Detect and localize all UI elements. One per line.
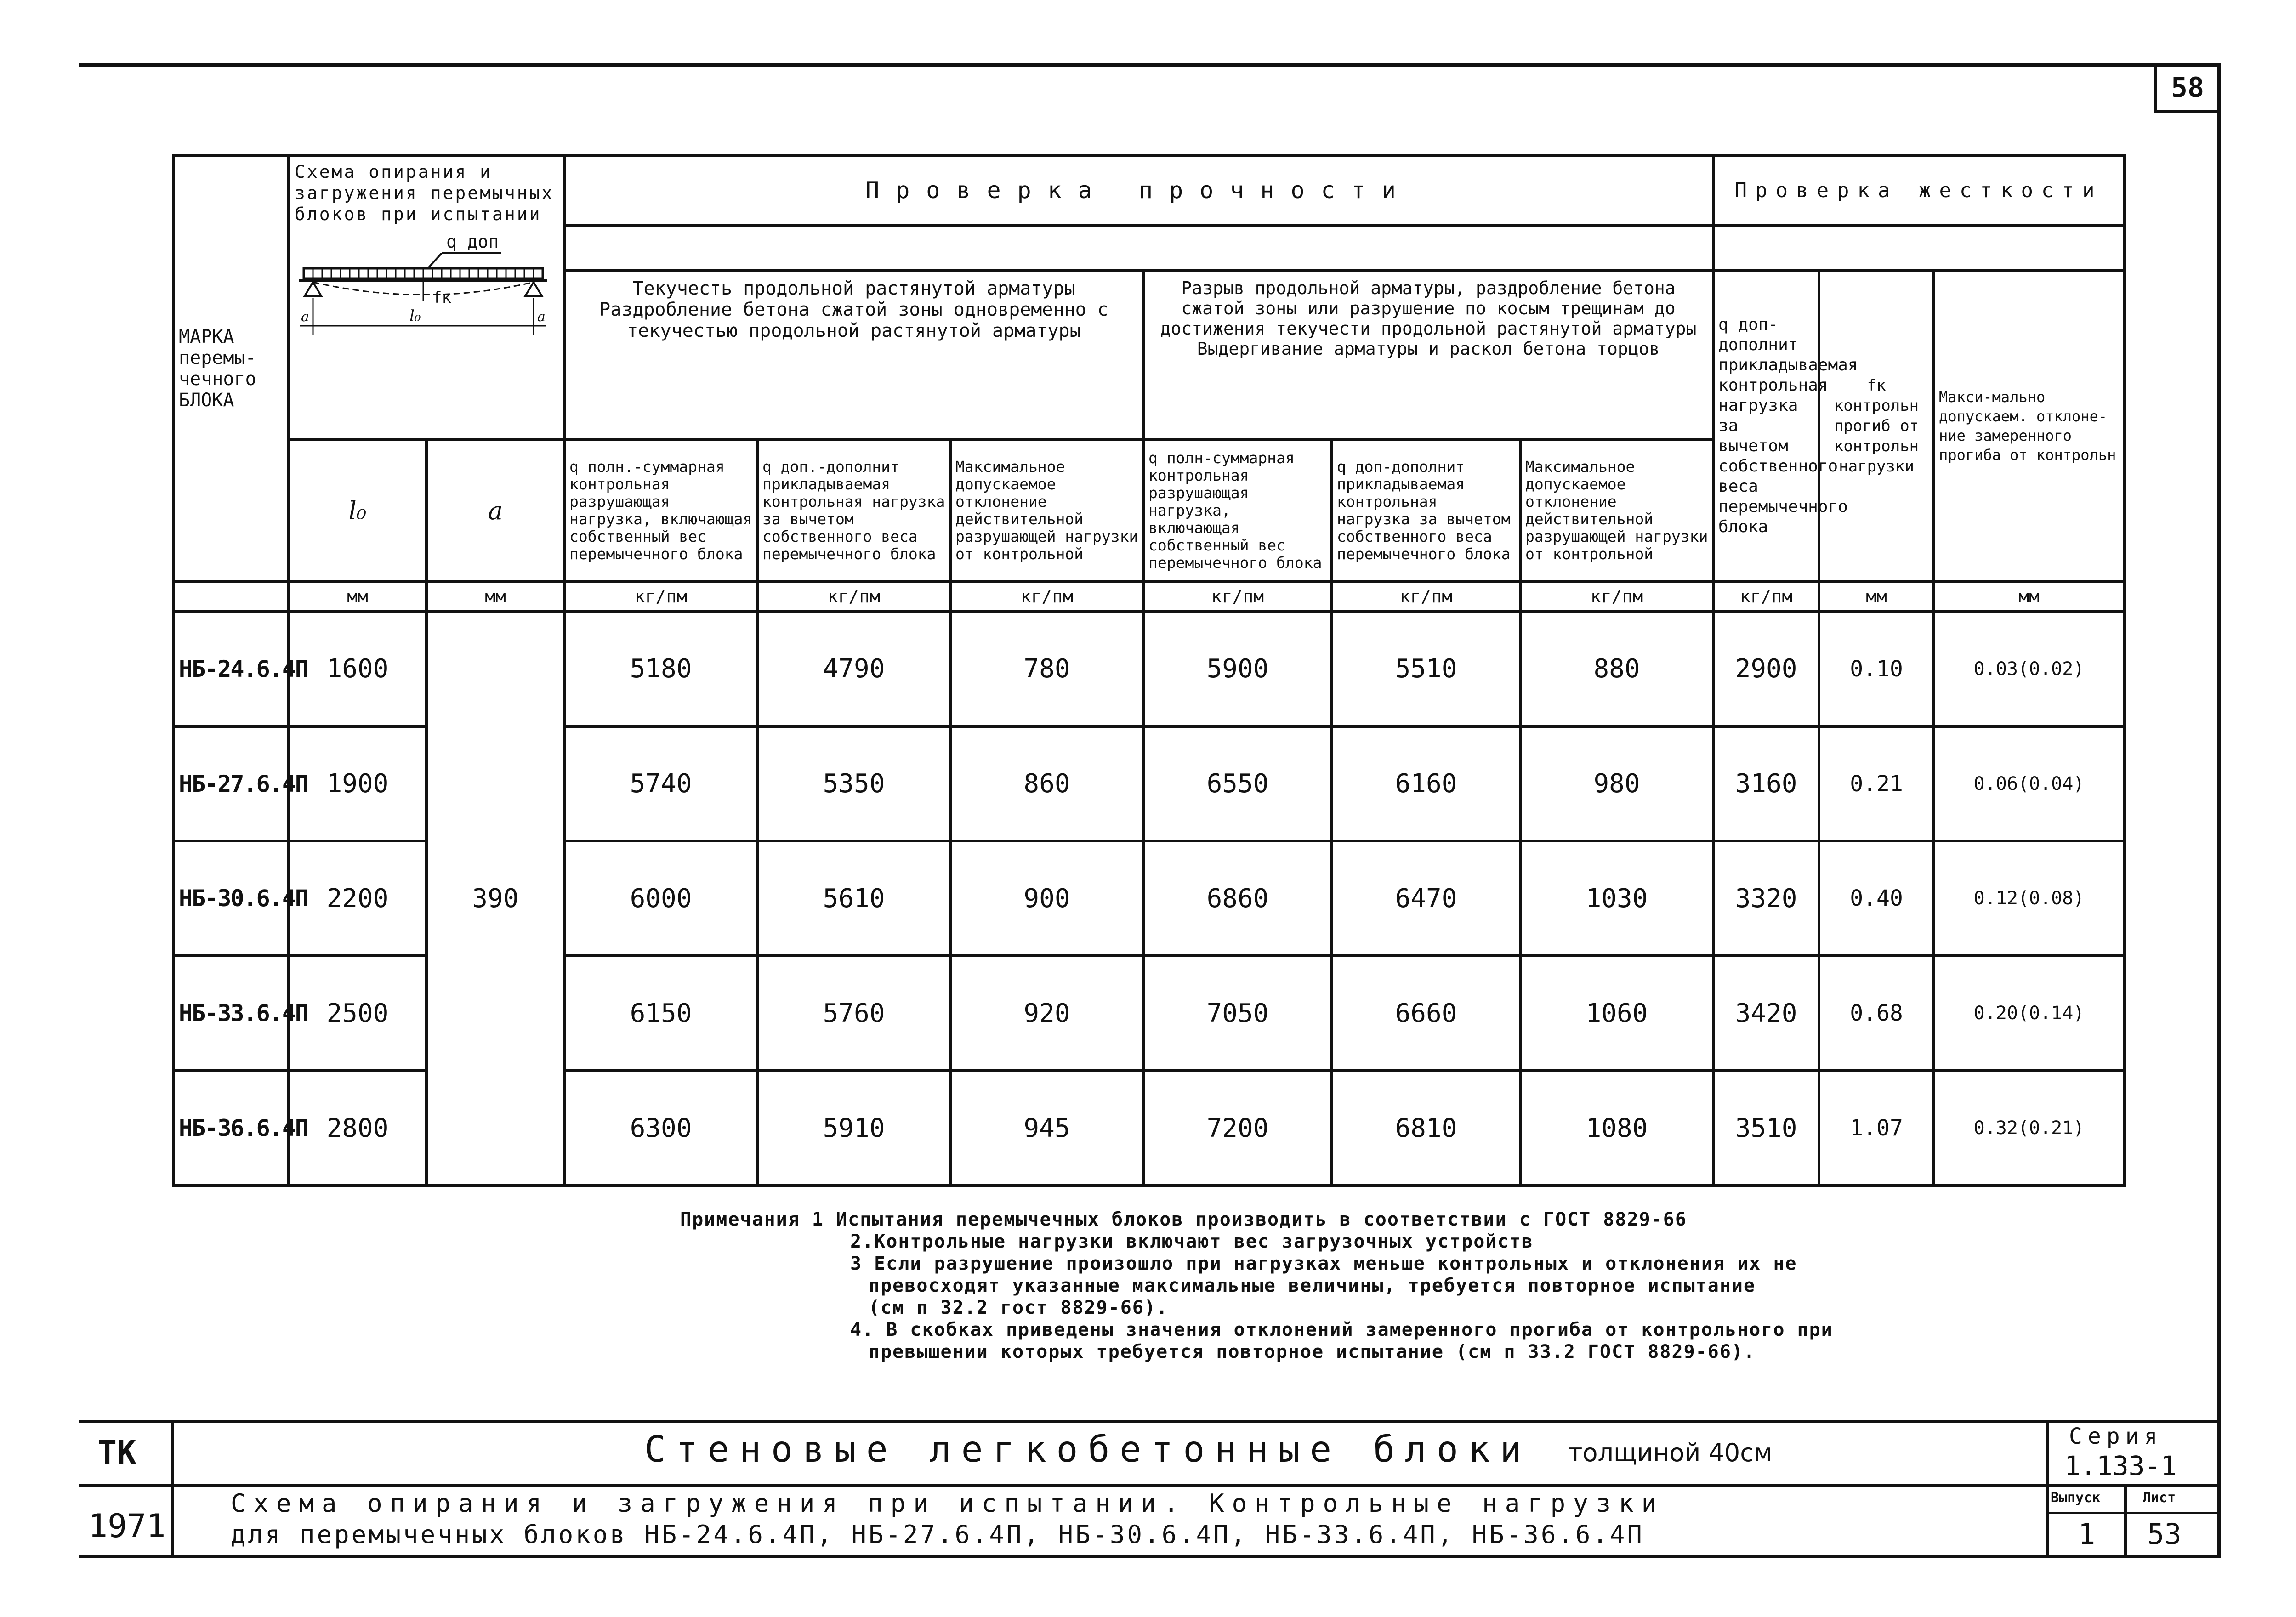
note-3a: 3 Если разрушение произошло при нагрузках меньше контрольных и отклонения их не: [850, 1253, 1797, 1274]
notes-label: Примечания: [680, 1209, 800, 1230]
cell-dev: 0.06(0.04): [1934, 726, 2124, 841]
group2-title: Разрыв продольной арматуры, раздробление бетона сжатой зоны или разрушение по косым трещинам до достижения текучести продольной растянутой арматуры Выдергивание арматуры и раскол бетона торцов: [1143, 270, 1713, 440]
cell-m2: 880: [1520, 612, 1713, 726]
header-max-1: Максимальное допускаемое отклонение действительной разрушающей нагрузки от контрольной: [950, 440, 1143, 581]
stamp-year: 1971: [88, 1507, 166, 1545]
stamp-issue-divider: [2124, 1484, 2127, 1558]
cell-qd3: 3510: [1713, 1071, 1819, 1186]
note-1: [680, 1208, 1833, 1231]
cell-m2: 980: [1520, 726, 1713, 841]
cell-fk: 1.07: [1819, 1071, 1934, 1186]
unit-marka: [174, 582, 289, 612]
scheme-a-left-label: a: [301, 309, 309, 325]
header-fk: fк контрольн прогиб от контрольн нагрузки: [1819, 270, 1934, 582]
scheme-a-right-label: a: [537, 309, 546, 325]
cell-mark: НБ-24.6.4П: [174, 612, 289, 726]
table-row: [174, 612, 2124, 726]
cell-qp2: 7200: [1143, 1071, 1332, 1186]
strength-check-title: Проверка прочности: [564, 155, 1713, 225]
stamp-issue-value: 1: [2078, 1517, 2096, 1551]
cell-qp1: 6000: [564, 841, 757, 956]
title-block: [79, 1420, 2221, 1558]
cell-l0: 1600: [289, 612, 426, 726]
scheme-fk-label: fк: [432, 289, 451, 307]
stiffness-check-title: Проверка жесткости: [1713, 155, 2124, 225]
cell-qd2: 6810: [1332, 1071, 1520, 1186]
stamp-tk: ТК: [97, 1434, 136, 1471]
unit-qdop-2: кг/пм: [1332, 582, 1520, 612]
strength-check-spacer: [564, 225, 1713, 270]
stamp-top-line: [79, 1420, 2221, 1423]
cell-mark: НБ-27.6.4П: [174, 726, 289, 841]
cell-m1: 920: [950, 956, 1143, 1071]
cell-qd2: 6160: [1332, 726, 1520, 841]
cell-dev: 0.20(0.14): [1934, 956, 2124, 1071]
unit-max-2: кг/пм: [1520, 582, 1713, 612]
cell-qd2: 6470: [1332, 841, 1520, 956]
stamp-subtitle-1: Схема опирания и загружения при испытании. Контрольные нагрузки: [231, 1489, 1665, 1518]
header-marka: МАРКА перемы-чечного БЛОКА: [174, 155, 289, 582]
header-qdop-2: q доп-дополнит прикладываемая контрольная нагрузка за вычетом собственного веса перемычечного блока: [1332, 440, 1520, 581]
test-loads-table: [172, 154, 2126, 1187]
cell-l0: 2800: [289, 1071, 426, 1186]
cell-fk: 0.68: [1819, 956, 1934, 1071]
cell-qp2: 6860: [1143, 841, 1332, 956]
cell-qd2: 6660: [1332, 956, 1520, 1071]
group1-title: Текучесть продольной растянутой арматуры Раздробление бетона сжатой зоны одновременно с текучестью продольной растянутой арматуры: [564, 270, 1143, 440]
note-1-text: 1 Испытания перемычечных блоков производить в соответствии с ГОСТ 8829-66: [812, 1209, 1687, 1230]
header-a: a: [426, 440, 564, 581]
cell-qp2: 5900: [1143, 612, 1332, 726]
cell-mark: НБ-33.6.4П: [174, 956, 289, 1071]
cell-qp1: 5740: [564, 726, 757, 841]
header-max-deviation: Макси-мально допускаем. отклоне-ние замеренного прогиба от контрольн: [1934, 270, 2124, 582]
stamp-main-title: Стеновые легкобетонные блоки: [644, 1429, 1532, 1470]
cell-qd3: 3320: [1713, 841, 1819, 956]
stamp-issue-label: Выпуск: [2051, 1490, 2101, 1506]
header-max-2: Максимальное допускаемое отклонение действительной разрушающей нагрузки от контрольной: [1520, 440, 1713, 581]
cell-qp1: 6150: [564, 956, 757, 1071]
cell-l0: 2200: [289, 841, 426, 956]
cell-qd2: 5510: [1332, 612, 1520, 726]
unit-qpoln-1: кг/пм: [564, 582, 757, 612]
cell-dev: 0.32(0.21): [1934, 1071, 2124, 1186]
header-qpoln-1: q полн.-суммарная контрольная разрушающая нагрузка, включающая собственный вес перемычечного блока: [564, 440, 757, 581]
unit-qdop-3: кг/пм: [1713, 582, 1819, 612]
loading-scheme-diagram: [295, 229, 552, 353]
stamp-thickness: толщиной 40см: [1568, 1438, 1773, 1467]
cell-qp2: 7050: [1143, 956, 1332, 1071]
stamp-right-divider: [2046, 1420, 2049, 1558]
scheme-caption: Схема опирания и загружения перемычных блоков при испытании: [295, 162, 554, 224]
cell-m2: 1060: [1520, 956, 1713, 1071]
unit-dev: мм: [1934, 582, 2124, 612]
header-l0: l₀: [289, 440, 426, 581]
main-table-wrapper: [172, 154, 2126, 1187]
unit-qpoln-2: кг/пм: [1143, 582, 1332, 612]
stamp-sheet-label: Лист: [2143, 1490, 2176, 1506]
cell-qd3: 3160: [1713, 726, 1819, 841]
note-4b: превышении которых требуется повторное испытание (см п 33.2 ГОСТ 8829-66).: [869, 1341, 1756, 1362]
cell-m2: 1080: [1520, 1071, 1713, 1186]
cell-qp1: 6300: [564, 1071, 757, 1186]
cell-a: 390: [426, 612, 564, 1186]
stamp-left-divider: [171, 1420, 174, 1558]
cell-qd1: 4790: [757, 612, 950, 726]
cell-dev: 0.03(0.02): [1934, 612, 2124, 726]
cell-qd1: 5910: [757, 1071, 950, 1186]
notes-block: [680, 1208, 1833, 1363]
cell-fk: 0.21: [1819, 726, 1934, 841]
header-qdop-1: q доп.-дополнит прикладываемая контрольная нагрузка за вычетом собственного веса перемычечного блока: [757, 440, 950, 581]
stamp-issue-line: [2046, 1512, 2221, 1514]
stamp-mid-line: [79, 1484, 2221, 1487]
sheet-number: 58: [2154, 65, 2218, 113]
cell-mark: НБ-36.6.4П: [174, 1071, 289, 1186]
stiffness-check-spacer: [1713, 225, 2124, 270]
unit-max-1: кг/пм: [950, 582, 1143, 612]
stamp-series-value: 1.133-1: [2064, 1450, 2177, 1481]
note-3b: превосходят указанные максимальные величины, требуется повторное испытание: [869, 1275, 1756, 1296]
cell-m1: 945: [950, 1071, 1143, 1186]
header-scheme: [289, 155, 564, 440]
note-2: 2.Контрольные нагрузки включают вес загрузочных устройств: [850, 1231, 1534, 1252]
cell-dev: 0.12(0.08): [1934, 841, 2124, 956]
unit-l0: мм: [289, 582, 426, 612]
cell-qp1: 5180: [564, 612, 757, 726]
unit-a: мм: [426, 582, 564, 612]
cell-m1: 780: [950, 612, 1143, 726]
note-4a: 4. В скобках приведены значения отклонений замеренного прогиба от контрольного при: [850, 1319, 1833, 1340]
header-qpoln-2: q полн-суммарная контрольная разрушающая нагрузка, включающая собственный вес перемычечного блока: [1143, 440, 1332, 581]
cell-qd1: 5610: [757, 841, 950, 956]
cell-mark: НБ-30.6.4П: [174, 841, 289, 956]
cell-qd3: 2900: [1713, 612, 1819, 726]
header-qdop-stiffness: q доп-дополнит прикладываемая контрольная нагрузка за вычетом собственного веса перемычечного блока: [1713, 270, 1819, 582]
cell-m1: 860: [950, 726, 1143, 841]
cell-qp2: 6550: [1143, 726, 1332, 841]
cell-m1: 900: [950, 841, 1143, 956]
unit-qdop-1: кг/пм: [757, 582, 950, 612]
stamp-subtitle-2: для перемычечных блоков НБ-24.6.4П, НБ-27.6.4П, НБ-30.6.4П, НБ-33.6.4П, НБ-36.6.4П: [231, 1520, 1644, 1549]
stamp-series-label: Серия: [2069, 1424, 2163, 1449]
cell-l0: 2500: [289, 956, 426, 1071]
cell-qd1: 5760: [757, 956, 950, 1071]
scheme-q-label: q доп: [446, 232, 499, 252]
scheme-l0-label: l₀: [409, 307, 421, 325]
cell-qd3: 3420: [1713, 956, 1819, 1071]
unit-fk: мм: [1819, 582, 1934, 612]
cell-qd1: 5350: [757, 726, 950, 841]
note-3c: (см п 32.2 гост 8829-66).: [869, 1297, 1169, 1318]
cell-fk: 0.10: [1819, 612, 1934, 726]
cell-l0: 1900: [289, 726, 426, 841]
cell-fk: 0.40: [1819, 841, 1934, 956]
stamp-sheet-value: 53: [2147, 1517, 2182, 1551]
cell-m2: 1030: [1520, 841, 1713, 956]
